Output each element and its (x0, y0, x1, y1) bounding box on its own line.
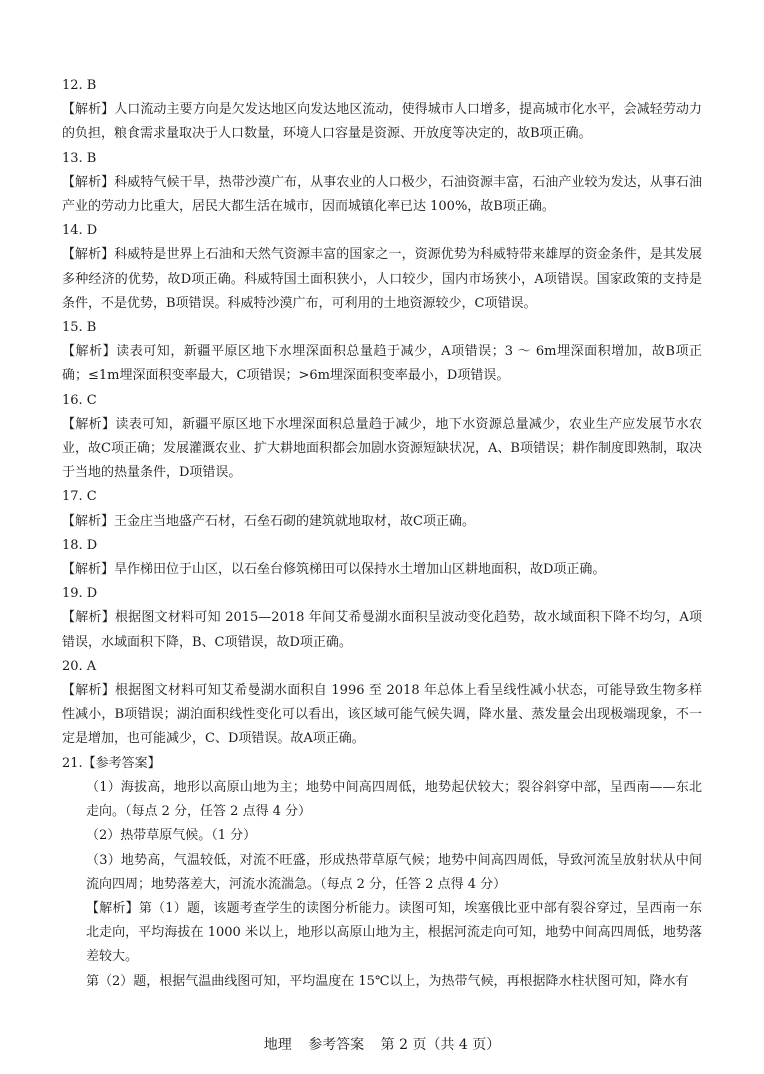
question-21-header: 21.【参考答案】 (62, 755, 161, 771)
answer-part-2: （2）热带草原气候。（1 分） (86, 828, 257, 844)
question-21-explanation-continued: 第（2）题，根据气温曲线图可知，平均温度在 15℃以上，为热带气候，再根据降水柱状图可知，降水有 (86, 973, 689, 989)
question-21-explanation: 【解析】第（1）题，该题考查学生的读图分析能力。读图可知，埃塞俄比亚中部有裂谷穿过，呈西南一东北走向，平均海拔在 1000 米以上，地形以高原山地为主，根据河流走向可知，地势中间高四周低，地势落差较大。 (86, 900, 702, 965)
answer-part-3: （3）地势高，气温较低，对流不旺盛，形成热带草原气候；地势中间高四周低，导致河流呈放射状从中间流向四周；地势落差大，河流水流湍急。（每点 2 分，任答 2 点得 4 分） (86, 852, 702, 892)
explanation: 【解析】科威特气候干旱，热带沙漠广布，从事农业的人口极少，石油资源丰富，石油产业较为发达，从事石油产业的劳动力比重大，居民大都生活在城市，因而城镇化率已达 100%，故B项正确。 (62, 174, 702, 215)
question-number: 15. B (62, 320, 97, 336)
question-number: 19. D (62, 586, 98, 602)
explanation: 【解析】读表可知，新疆平原区地下水埋深面积总量趋于减少，A项错误；3 ～ 6m埋深面积增加，故B项正确；≤1m埋深面积变率最大，C项错误；>6m埋深面积变率最小，D项错误。 (62, 344, 702, 384)
question-number: 20. A (62, 658, 97, 674)
explanation: 【解析】人口流动主要方向是欠发达地区向发达地区流动，使得城市人口增多，提高城市化水平，会减轻劳动力的负担，粮食需求量取决于人口数量，环境人口容量是资源、开放度等决定的，故B项正确。 (62, 102, 702, 142)
page-footer (0, 1034, 764, 1054)
question-number: 12. B (62, 78, 97, 93)
explanation: 【解析】王金庄当地盛产石材，石垒石砌的建筑就地取材，故C项正确。 (62, 513, 475, 529)
explanation: 【解析】科威特是世界上石油和天然气资源丰富的国家之一，资源优势为科威特带来雄厚的资金条件，是其发展多种经济的优势，故D项正确。科威特国土面积狭小，人口较少，国内市场狭小，A项错误。国家政策的支持是条件，不是优势，B项错误。科威特沙漠广布，可利用的土地资源较少，C项错误。 (62, 247, 702, 311)
answer-part-1: （1）海拔高，地形以高原山地为主；地势中间高四周低，地势起伏较大；裂谷斜穿中部，呈西南——东北走向。（每点 2 分，任答 2 点得 4 分） (86, 779, 702, 820)
question-number: 14. D (62, 223, 98, 239)
question-number: 16. C (62, 392, 97, 408)
question-number: 18. D (62, 537, 98, 553)
explanation: 【解析】根据图文材料可知艾希曼湖水面积自 1996 至 2018 年总体上看呈线性减小状态，可能导致生物多样性减小，B项错误；湖泊面积线性变化可以看出，该区域可能气候失调，降水量、蒸发量会出现极端现象，不一定是增加，也可能减少，C、D项错误。故A项正确。 (62, 683, 702, 747)
answer-content (62, 74, 702, 994)
footer-doc-type: 参考答案 (308, 1037, 365, 1053)
explanation: 【解析】根据图文材料可知 2015—2018 年间艾希曼湖水面积呈波动变化趋势，故水域面积下降不均匀，A项错误，水域面积下降，B、C项错误，故D项正确。 (62, 610, 702, 650)
question-number: 17. C (62, 489, 97, 505)
footer-subject: 地理 (263, 1037, 292, 1053)
explanation: 【解析】旱作梯田位于山区，以石垒台修筑梯田可以保持水土增加山区耕地面积，故D项正确。 (62, 562, 606, 578)
explanation: 【解析】读表可知，新疆平原区地下水埋深面积总量趋于减少，地下水资源总量减少，农业生产应发展节水农业，故C项正确；发展灌溉农业、扩大耕地面积都会加剧水资源短缺状况，A、B项错误；耕作制度即熟制，取决于当地的热量条件，D项错误。 (62, 416, 702, 481)
question-number: 13. B (62, 150, 97, 166)
footer-page-number: 第 2 页（共 4 页） (380, 1037, 501, 1053)
